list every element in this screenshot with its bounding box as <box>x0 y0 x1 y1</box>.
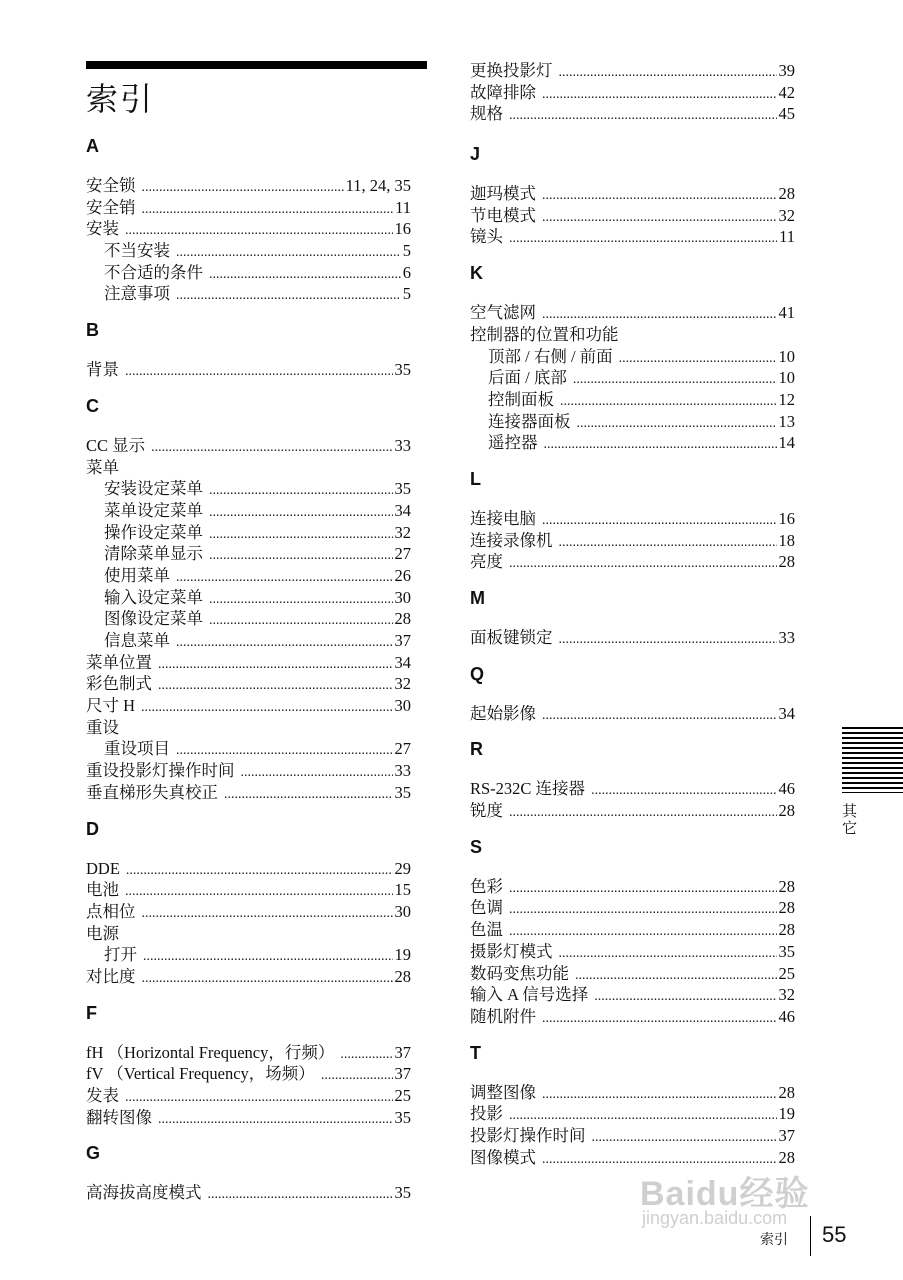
footer-section-label: 索引 <box>760 1232 788 1248</box>
section-letter: T <box>470 1042 481 1063</box>
dot-leader <box>542 705 777 727</box>
entry-page-ref: 34 <box>394 500 411 520</box>
entry-label: 迦玛模式 <box>470 184 536 204</box>
index-entry <box>470 226 795 248</box>
index-entry <box>470 183 795 205</box>
entry-label: 规格 <box>470 104 503 124</box>
watermark-logo: Baidu经验 <box>640 1175 810 1213</box>
dot-leader <box>142 968 393 990</box>
entry-page-ref: 32 <box>394 522 411 542</box>
index-entry <box>86 218 411 240</box>
entry-label: 背景 <box>86 360 119 380</box>
entry-label: DDE <box>86 858 120 878</box>
entry-page-ref: 46 <box>778 1006 795 1026</box>
entry-page-ref: 46 <box>778 779 795 799</box>
entry-page-ref: 6 <box>402 262 411 282</box>
dot-leader <box>158 1109 393 1131</box>
entry-page-ref: 33 <box>394 435 411 455</box>
index-subentry <box>86 478 411 500</box>
entry-page-ref: 16 <box>778 508 795 528</box>
entry-label: CC 显示 <box>86 435 146 455</box>
entry-label: 连接器面板 <box>488 411 571 431</box>
index-entry <box>86 901 411 923</box>
index-entry <box>470 941 795 963</box>
index-entry <box>470 551 795 573</box>
entry-label: 打开 <box>104 945 137 965</box>
dot-leader <box>176 242 401 264</box>
section-letter: R <box>470 739 483 760</box>
dot-leader <box>559 532 777 554</box>
index-subentry <box>86 944 411 966</box>
dot-leader <box>125 361 393 383</box>
index-entry <box>86 717 411 739</box>
entry-page-ref: 35 <box>394 479 411 499</box>
index-entry <box>470 876 795 898</box>
index-subentry <box>86 587 411 609</box>
index-column-left <box>86 135 411 1218</box>
entry-page-ref: 19 <box>778 1104 795 1124</box>
dot-leader <box>209 480 393 502</box>
dot-leader <box>544 434 777 456</box>
dot-leader <box>509 921 777 943</box>
entry-page-ref: 27 <box>394 739 411 759</box>
index-subentry <box>470 389 795 411</box>
entry-page-ref: 10 <box>778 346 795 366</box>
entry-label: 电池 <box>86 880 119 900</box>
index-section <box>470 1042 795 1169</box>
dot-leader <box>209 545 393 567</box>
entry-page-ref: 11 <box>779 227 795 247</box>
dot-leader <box>151 437 392 459</box>
index-entry <box>470 800 795 822</box>
index-section <box>470 587 795 649</box>
entry-label: 顶部 / 右侧 / 前面 <box>488 346 613 366</box>
index-entry <box>86 858 411 880</box>
entry-label: 空气滤网 <box>470 303 536 323</box>
entry-page-ref: 30 <box>394 587 411 607</box>
index-entry <box>86 879 411 901</box>
index-entry <box>86 1042 411 1064</box>
dot-leader <box>559 943 777 965</box>
dot-leader <box>509 1105 777 1127</box>
section-letter: J <box>470 144 481 165</box>
dot-leader <box>575 965 777 987</box>
entry-label: 菜单位置 <box>86 652 152 672</box>
entry-label: 锐度 <box>470 801 503 821</box>
section-letter: C <box>86 395 99 416</box>
entry-page-ref: 28 <box>778 920 795 940</box>
entry-label: 节电模式 <box>470 205 536 225</box>
dot-leader <box>143 946 393 968</box>
entry-page-ref: 25 <box>394 1086 411 1105</box>
entry-label: 尺寸 H <box>86 696 136 716</box>
entry-page-ref: 28 <box>778 898 795 918</box>
section-thumb-tab <box>842 727 903 793</box>
entry-page-ref: 30 <box>394 901 411 921</box>
entry-label: 面板键锁定 <box>470 628 553 647</box>
entry-page-ref: 12 <box>778 389 795 409</box>
index-subentry <box>86 738 411 760</box>
entry-page-ref: 11, 24, 35 <box>345 176 411 195</box>
index-section <box>470 468 795 573</box>
entry-page-ref: 18 <box>778 530 795 550</box>
index-entry <box>86 1063 411 1085</box>
entry-page-ref: 37 <box>778 1125 795 1145</box>
title-rule <box>86 61 427 69</box>
entry-page-ref: 28 <box>394 966 411 986</box>
index-continuation <box>470 60 795 125</box>
index-entry <box>470 984 795 1006</box>
index-subentry <box>86 522 411 544</box>
index-entry <box>470 1006 795 1028</box>
entry-label: 对比度 <box>86 966 136 986</box>
index-entry <box>470 205 795 227</box>
entry-label: 控制面板 <box>488 389 554 409</box>
page-title: 索引 <box>86 80 155 118</box>
dot-leader <box>509 899 777 921</box>
entry-label: 重设投影灯操作时间 <box>86 761 235 781</box>
entry-page-ref: 5 <box>402 284 411 304</box>
index-entry <box>470 963 795 985</box>
entry-label: 输入设定菜单 <box>104 587 203 607</box>
entry-page-ref: 35 <box>394 1107 411 1127</box>
entry-page-ref: 37 <box>394 1042 411 1062</box>
entry-label: 使用菜单 <box>104 565 170 585</box>
dot-leader <box>542 510 777 532</box>
dot-leader <box>619 348 777 370</box>
index-section <box>86 1002 411 1129</box>
dot-leader <box>209 610 393 632</box>
index-entry <box>470 302 795 324</box>
index-entry <box>470 627 795 649</box>
entry-page-ref: 42 <box>778 82 795 102</box>
index-section <box>470 738 795 821</box>
entry-page-ref: 28 <box>778 1147 795 1167</box>
page-number: 55 <box>822 1222 847 1247</box>
entry-label: 更换投影灯 <box>470 61 553 80</box>
dot-leader <box>209 589 393 611</box>
index-subentry <box>86 543 411 565</box>
index-entry <box>86 652 411 674</box>
entry-page-ref: 33 <box>394 761 411 781</box>
index-section <box>470 143 795 248</box>
index-column-right <box>470 60 795 1182</box>
entry-label: 注意事项 <box>104 284 170 304</box>
entry-page-ref: 5 <box>402 241 411 261</box>
entry-label: 遥控器 <box>488 433 538 453</box>
entry-label: 垂直梯形失真校正 <box>86 782 218 802</box>
entry-label: 图像模式 <box>470 1147 536 1167</box>
entry-label: 电源 <box>86 923 119 943</box>
index-entry <box>470 508 795 530</box>
dot-leader <box>542 1008 777 1030</box>
entry-label: fV （Vertical Frequency，场频） <box>86 1064 315 1084</box>
entry-label: 输入 A 信号选择 <box>470 985 589 1005</box>
index-entry <box>470 530 795 552</box>
entry-label: 投影灯操作时间 <box>470 1125 586 1145</box>
dot-leader <box>321 1065 393 1087</box>
entry-label: 彩色制式 <box>86 674 152 694</box>
index-subentry <box>86 565 411 587</box>
entry-page-ref: 11 <box>395 197 411 217</box>
entry-label: 操作设定菜单 <box>104 522 203 542</box>
index-entry <box>86 457 411 479</box>
section-letter: D <box>86 818 99 839</box>
entry-label: 翻转图像 <box>86 1107 152 1127</box>
dot-leader <box>560 391 777 413</box>
entry-label: 色调 <box>470 898 503 918</box>
index-entry <box>86 1085 411 1107</box>
index-entry <box>86 923 411 945</box>
index-section <box>470 262 795 454</box>
index-entry <box>470 103 795 125</box>
dot-leader <box>125 220 393 242</box>
entry-label: 控制器的位置和功能 <box>470 324 619 344</box>
dot-leader <box>509 553 777 575</box>
entry-label: 安全销 <box>86 197 136 217</box>
dot-leader <box>142 199 394 221</box>
entry-page-ref: 32 <box>778 205 795 225</box>
entry-page-ref: 33 <box>778 628 795 647</box>
entry-label: 起始影像 <box>470 703 536 723</box>
section-letter: B <box>86 320 99 341</box>
entry-label: 清除菜单显示 <box>104 544 203 564</box>
dot-leader <box>208 1184 393 1206</box>
entry-label: 故障排除 <box>470 82 536 102</box>
dot-leader <box>542 1084 777 1106</box>
entry-page-ref: 28 <box>778 801 795 821</box>
dot-leader <box>542 207 777 229</box>
index-entry <box>86 197 411 219</box>
entry-label: 调整图像 <box>470 1082 536 1102</box>
dot-leader <box>542 304 777 326</box>
entry-page-ref: 15 <box>394 880 411 900</box>
entry-label: 亮度 <box>470 552 503 572</box>
entry-page-ref: 26 <box>394 565 411 585</box>
index-entry <box>86 760 411 782</box>
entry-page-ref: 28 <box>778 876 795 896</box>
entry-label: 色彩 <box>470 876 503 896</box>
index-entry <box>470 1103 795 1125</box>
dot-leader <box>209 502 393 524</box>
entry-label: 后面 / 底部 <box>488 368 567 388</box>
entry-page-ref: 37 <box>394 1064 411 1084</box>
index-entry <box>470 1082 795 1104</box>
entry-page-ref: 35 <box>778 941 795 961</box>
entry-label: 随机附件 <box>470 1006 536 1026</box>
entry-page-ref: 13 <box>778 411 795 431</box>
entry-label: fH （Horizontal Frequency，行频） <box>86 1042 335 1062</box>
entry-label: RS-232C 连接器 <box>470 779 586 799</box>
index-section <box>470 836 795 1028</box>
dot-leader <box>176 567 393 589</box>
entry-page-ref: 41 <box>778 303 795 323</box>
entry-label: 图像设定菜单 <box>104 609 203 629</box>
section-letter: G <box>86 1143 101 1164</box>
entry-label: 连接电脑 <box>470 508 536 528</box>
entry-label: 菜单设定菜单 <box>104 500 203 520</box>
index-entry <box>86 435 411 457</box>
entry-label: 信息菜单 <box>104 631 170 650</box>
index-section <box>86 395 411 804</box>
dot-leader <box>509 878 777 900</box>
dot-leader <box>176 740 393 762</box>
index-entry <box>86 175 411 197</box>
dot-leader <box>542 185 777 207</box>
index-entry <box>86 673 411 695</box>
entry-label: 不合适的条件 <box>104 262 203 282</box>
entry-label: 摄影灯模式 <box>470 941 553 961</box>
index-entry <box>86 695 411 717</box>
dot-leader <box>573 369 777 391</box>
section-letter: S <box>470 836 483 857</box>
section-letter: L <box>470 468 481 489</box>
entry-label: 安装设定菜单 <box>104 479 203 499</box>
entry-label: 重设项目 <box>104 739 170 759</box>
dot-leader <box>141 697 392 719</box>
entry-page-ref: 27 <box>394 544 411 564</box>
index-entry <box>470 82 795 104</box>
entry-label: 安全锁 <box>86 176 136 195</box>
index-subentry <box>470 411 795 433</box>
entry-page-ref: 37 <box>394 631 411 650</box>
dot-leader <box>158 675 393 697</box>
dot-leader <box>176 285 401 307</box>
section-letter: Q <box>470 663 485 684</box>
entry-label: 点相位 <box>86 901 136 921</box>
dot-leader <box>509 228 777 250</box>
dot-leader <box>126 860 393 882</box>
entry-page-ref: 34 <box>778 703 795 723</box>
index-subentry <box>86 608 411 630</box>
dot-leader <box>509 802 777 824</box>
index-subentry <box>86 262 411 284</box>
dot-leader <box>209 264 401 286</box>
section-letter: K <box>470 263 483 284</box>
dot-leader <box>158 654 393 676</box>
entry-label: 镜头 <box>470 227 503 247</box>
index-subentry <box>470 367 795 389</box>
entry-label: 发表 <box>86 1086 119 1105</box>
entry-page-ref: 35 <box>394 1183 411 1203</box>
index-entry <box>86 1182 411 1204</box>
index-entry <box>470 60 795 82</box>
entry-label: 重设 <box>86 717 119 737</box>
section-letter: A <box>86 136 99 156</box>
index-entry <box>470 703 795 725</box>
entry-label: 安装 <box>86 219 119 239</box>
index-subentry <box>470 432 795 454</box>
entry-label: 投影 <box>470 1104 503 1124</box>
index-entry <box>470 919 795 941</box>
dot-leader <box>241 762 393 784</box>
entry-label: 数码变焦功能 <box>470 963 569 983</box>
section-letter: F <box>86 1002 97 1023</box>
index-entry <box>86 359 411 381</box>
entry-page-ref: 28 <box>778 1082 795 1102</box>
entry-page-ref: 30 <box>394 696 411 716</box>
watermark-url: jingyan.baidu.com <box>642 1208 788 1228</box>
index-section <box>86 1142 411 1204</box>
dot-leader <box>594 986 776 1008</box>
entry-page-ref: 25 <box>778 963 795 983</box>
index-subentry <box>86 630 411 652</box>
index-subentry <box>86 500 411 522</box>
dot-leader <box>209 524 393 546</box>
index-entry <box>470 778 795 800</box>
index-entry <box>86 782 411 804</box>
entry-label: 连接录像机 <box>470 530 553 550</box>
dot-leader <box>142 177 344 199</box>
entry-page-ref: 32 <box>778 985 795 1005</box>
entry-page-ref: 28 <box>394 609 411 629</box>
dot-leader <box>509 105 777 127</box>
index-entry <box>86 1107 411 1129</box>
index-subentry <box>86 283 411 305</box>
entry-label: 不当安装 <box>104 241 170 261</box>
dot-leader <box>559 62 777 84</box>
dot-leader <box>340 1044 392 1066</box>
entry-page-ref: 16 <box>394 219 411 239</box>
footer-divider <box>810 1216 811 1256</box>
dot-leader <box>592 1127 777 1149</box>
entry-page-ref: 10 <box>778 368 795 388</box>
entry-page-ref: 14 <box>778 433 795 453</box>
entry-page-ref: 28 <box>778 552 795 572</box>
entry-page-ref: 35 <box>394 782 411 802</box>
index-subentry <box>86 240 411 262</box>
section-letter: M <box>470 588 485 608</box>
entry-page-ref: 39 <box>778 61 795 80</box>
entry-page-ref: 45 <box>778 104 795 124</box>
dot-leader <box>542 84 777 106</box>
entry-label: 菜单 <box>86 457 119 477</box>
dot-leader <box>125 881 393 903</box>
index-section <box>470 663 795 725</box>
index-subentry <box>470 346 795 368</box>
entry-page-ref: 34 <box>394 652 411 672</box>
dot-leader <box>577 413 777 435</box>
index-entry <box>470 324 795 346</box>
dot-leader <box>591 780 776 802</box>
entry-page-ref: 28 <box>778 184 795 204</box>
index-section <box>86 135 411 305</box>
entry-page-ref: 35 <box>394 360 411 380</box>
entry-page-ref: 19 <box>394 945 411 965</box>
dot-leader <box>176 632 393 654</box>
dot-leader <box>224 784 393 806</box>
entry-label: 高海拔高度模式 <box>86 1183 202 1203</box>
index-entry <box>86 966 411 988</box>
index-entry <box>470 897 795 919</box>
dot-leader <box>559 629 777 651</box>
section-thumb-label: 其它 <box>840 803 858 837</box>
index-entry <box>470 1125 795 1147</box>
index-section <box>86 319 411 381</box>
index-section <box>86 818 411 988</box>
entry-page-ref: 29 <box>394 858 411 878</box>
dot-leader <box>125 1087 393 1109</box>
entry-label: 色温 <box>470 920 503 940</box>
entry-page-ref: 32 <box>394 674 411 694</box>
dot-leader <box>142 903 393 925</box>
